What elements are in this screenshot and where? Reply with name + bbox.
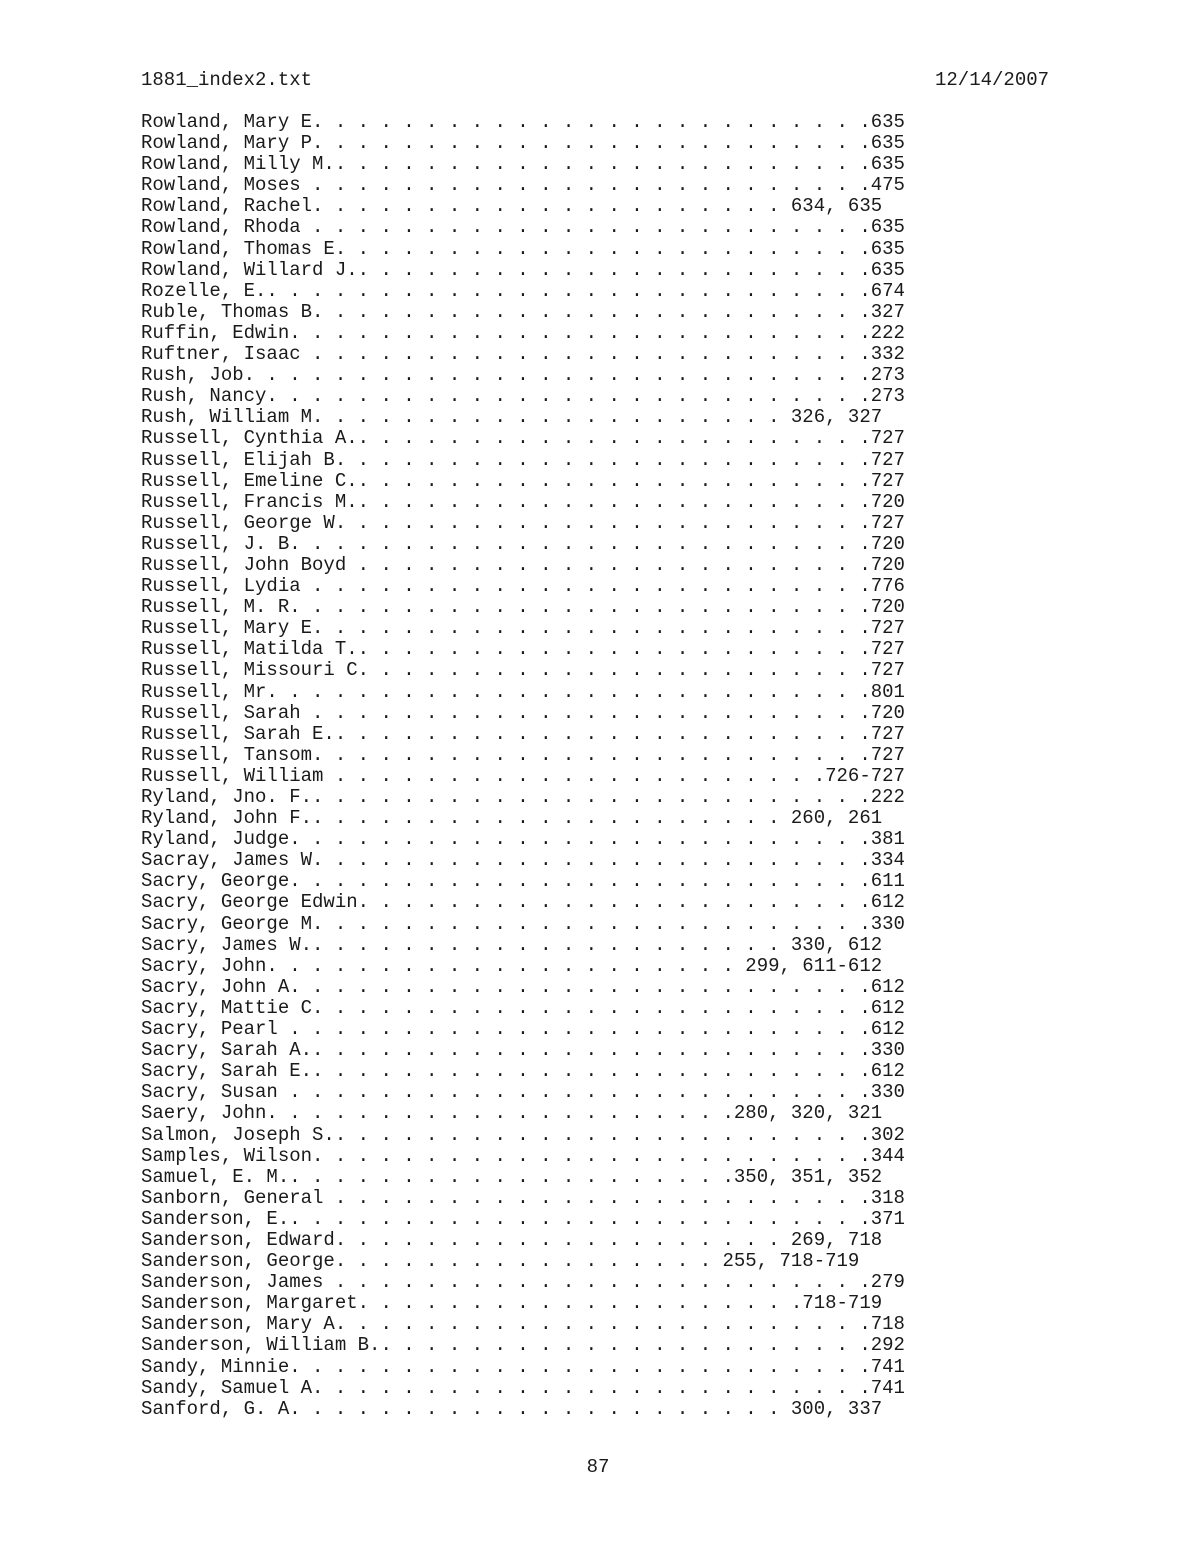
index-entry: Russell, Mr. . . . . . . . . . . . . . . . . . . . . . . . . . .801 <box>141 680 905 703</box>
index-entry: Sacray, James W. . . . . . . . . . . . . . . . . . . . . . . . .334 <box>141 849 905 872</box>
index-entry: Russell, Lydia . . . . . . . . . . . . . . . . . . . . . . . . .776 <box>141 575 905 598</box>
document-filename: 1881_index2.txt <box>141 69 313 91</box>
index-entry: Rush, William M. . . . . . . . . . . . . . . . . . . . . 326, 327 <box>141 406 883 429</box>
index-entry: Sandy, Minnie. . . . . . . . . . . . . . . . . . . . . . . . . .741 <box>141 1355 905 1378</box>
index-entry: Rowland, Rhoda . . . . . . . . . . . . . . . . . . . . . . . . .635 <box>141 216 905 239</box>
index-entry: Rowland, Rachel. . . . . . . . . . . . . . . . . . . . . 634, 635 <box>141 195 883 218</box>
index-entry: Salmon, Joseph S.. . . . . . . . . . . . . . . . . . . . . . . .302 <box>141 1123 905 1146</box>
index-entry: Rowland, Moses . . . . . . . . . . . . . . . . . . . . . . . . .475 <box>141 174 905 197</box>
index-entry: Rowland, Milly M.. . . . . . . . . . . . . . . . . . . . . . . .635 <box>141 153 905 176</box>
index-entry: Russell, Francis M.. . . . . . . . . . . . . . . . . . . . . . .720 <box>141 490 905 513</box>
index-entry: Sacry, John. . . . . . . . . . . . . . . . . . . . . 299, 611-612 <box>141 954 883 977</box>
index-entry: Russell, Matilda T.. . . . . . . . . . . . . . . . . . . . . . .727 <box>141 638 905 661</box>
index-entry: Rush, Nancy. . . . . . . . . . . . . . . . . . . . . . . . . . .273 <box>141 385 905 408</box>
index-entry: Sanderson, James . . . . . . . . . . . . . . . . . . . . . . . .279 <box>141 1271 905 1294</box>
index-entry: Ryland, John F.. . . . . . . . . . . . . . . . . . . . . 260, 261 <box>141 807 883 830</box>
index-entry: Ruffin, Edwin. . . . . . . . . . . . . . . . . . . . . . . . . .222 <box>141 321 905 344</box>
index-entry: Samples, Wilson. . . . . . . . . . . . . . . . . . . . . . . . .344 <box>141 1144 905 1167</box>
index-entry: Sanderson, Margaret. . . . . . . . . . . . . . . . . . . .718-719 <box>141 1292 883 1315</box>
index-entry: Sacry, Pearl . . . . . . . . . . . . . . . . . . . . . . . . . .612 <box>141 1018 905 1041</box>
index-entry: Sandy, Samuel A. . . . . . . . . . . . . . . . . . . . . . . . .741 <box>141 1376 905 1399</box>
index-entry: Russell, John Boyd . . . . . . . . . . . . . . . . . . . . . . .720 <box>141 553 905 576</box>
index-entry: Sacry, Mattie C. . . . . . . . . . . . . . . . . . . . . . . . .612 <box>141 996 905 1019</box>
index-entry: Russell, M. R. . . . . . . . . . . . . . . . . . . . . . . . . .720 <box>141 596 905 619</box>
index-entry: Rowland, Mary E. . . . . . . . . . . . . . . . . . . . . . . . .635 <box>141 111 905 133</box>
index-entry: Ryland, Judge. . . . . . . . . . . . . . . . . . . . . . . . . .381 <box>141 828 905 851</box>
index-entry: Sacry, George. . . . . . . . . . . . . . . . . . . . . . . . . .611 <box>141 870 905 893</box>
page-number: 87 <box>586 1456 610 1478</box>
index-entry: Sacry, John A. . . . . . . . . . . . . . . . . . . . . . . . . .612 <box>141 975 905 998</box>
index-entry: Sacry, George M. . . . . . . . . . . . . . . . . . . . . . . . .330 <box>141 912 905 935</box>
index-entry: Rowland, Willard J.. . . . . . . . . . . . . . . . . . . . . . .635 <box>141 258 905 281</box>
index-entry: Russell, George W. . . . . . . . . . . . . . . . . . . . . . . .727 <box>141 511 905 534</box>
index-entry: Sanderson, E.. . . . . . . . . . . . . . . . . . . . . . . . . .371 <box>141 1207 905 1230</box>
index-entry: Saery, John. . . . . . . . . . . . . . . . . . . . .280, 320, 321 <box>141 1102 883 1125</box>
index-entry: Russell, Sarah E.. . . . . . . . . . . . . . . . . . . . . . . .727 <box>141 722 905 745</box>
index-entry: Ruftner, Isaac . . . . . . . . . . . . . . . . . . . . . . . . .332 <box>141 343 905 366</box>
index-entry: Rozelle, E.. . . . . . . . . . . . . . . . . . . . . . . . . . .674 <box>141 279 905 302</box>
index-entry: Russell, Missouri C. . . . . . . . . . . . . . . . . . . . . . .727 <box>141 659 905 682</box>
index-entry: Ryland, Jno. F.. . . . . . . . . . . . . . . . . . . . . . . . .222 <box>141 786 905 808</box>
index-entry: Russell, J. B. . . . . . . . . . . . . . . . . . . . . . . . . .720 <box>141 532 905 555</box>
index-entry: Ruble, Thomas B. . . . . . . . . . . . . . . . . . . . . . . . .327 <box>141 300 905 323</box>
index-entry: Russell, Sarah . . . . . . . . . . . . . . . . . . . . . . . . .720 <box>141 701 905 724</box>
index-entry: Russell, Elijah B. . . . . . . . . . . . . . . . . . . . . . . .727 <box>141 448 905 471</box>
index-entry: Sanborn, General . . . . . . . . . . . . . . . . . . . . . . . .318 <box>141 1186 905 1209</box>
index-entry: Samuel, E. M.. . . . . . . . . . . . . . . . . . . .350, 351, 352 <box>141 1165 883 1188</box>
document-date: 12/14/2007 <box>935 69 1050 91</box>
index-entry: Russell, Mary E. . . . . . . . . . . . . . . . . . . . . . . . .727 <box>141 617 905 640</box>
index-entry: Sanderson, Mary A. . . . . . . . . . . . . . . . . . . . . . . .718 <box>141 1313 905 1336</box>
index-entry: Russell, Tansom. . . . . . . . . . . . . . . . . . . . . . . . .727 <box>141 743 905 766</box>
index-entry: Sacry, Susan . . . . . . . . . . . . . . . . . . . . . . . . . .330 <box>141 1081 905 1104</box>
index-entry: Sacry, James W.. . . . . . . . . . . . . . . . . . . . . 330, 612 <box>141 933 883 956</box>
index-entry-list <box>141 112 905 1420</box>
index-entry: Sacry, Sarah E.. . . . . . . . . . . . . . . . . . . . . . . . .612 <box>141 1060 905 1083</box>
index-entry: Rowland, Mary P. . . . . . . . . . . . . . . . . . . . . . . . .635 <box>141 132 905 155</box>
index-entry: Russell, Cynthia A.. . . . . . . . . . . . . . . . . . . . . . .727 <box>141 427 905 450</box>
index-entry: Sanderson, William B.. . . . . . . . . . . . . . . . . . . . . .292 <box>141 1334 905 1357</box>
index-entry: Sacry, George Edwin. . . . . . . . . . . . . . . . . . . . . . .612 <box>141 891 905 914</box>
index-entry: Sanderson, Edward. . . . . . . . . . . . . . . . . . . . 269, 718 <box>141 1228 883 1251</box>
index-entry: Sanderson, George. . . . . . . . . . . . . . . . . 255, 718-719 <box>141 1250 860 1273</box>
index-entry: Sacry, Sarah A.. . . . . . . . . . . . . . . . . . . . . . . . .330 <box>141 1039 905 1062</box>
index-entry: Rowland, Thomas E. . . . . . . . . . . . . . . . . . . . . . . .635 <box>141 237 905 260</box>
index-entry: Russell, Emeline C.. . . . . . . . . . . . . . . . . . . . . . .727 <box>141 469 905 492</box>
index-entry: Russell, William . . . . . . . . . . . . . . . . . . . . . .726-727 <box>141 764 905 787</box>
index-entry: Rush, Job. . . . . . . . . . . . . . . . . . . . . . . . . . . .273 <box>141 364 905 387</box>
index-entry: Sanford, G. A. . . . . . . . . . . . . . . . . . . . . . 300, 337 <box>141 1397 883 1420</box>
